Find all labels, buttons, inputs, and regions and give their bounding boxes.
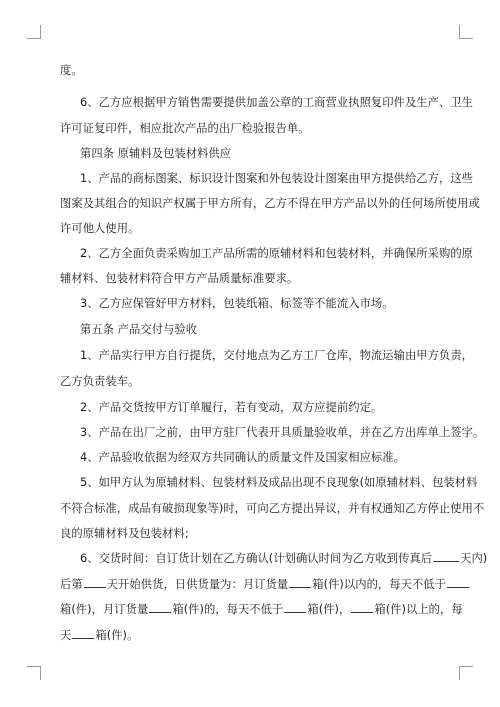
text-run: 天内) bbox=[460, 552, 488, 565]
section-heading: 第四条 原辅料及包装材料供应 bbox=[80, 147, 232, 160]
paragraph-line: 度。 bbox=[60, 64, 83, 77]
paragraph-line bbox=[60, 603, 463, 617]
paragraph-line: 乙方负责装车。 bbox=[60, 375, 140, 388]
paragraph-line: 6、乙方应根据甲方销售需要提供加盖公章的工商营业执照复印件及生产、卫生 bbox=[80, 96, 474, 109]
fill-in-blank bbox=[149, 611, 171, 613]
text-run: 天 bbox=[60, 629, 72, 642]
text-run: 箱(件)， bbox=[307, 603, 351, 616]
text-run: 箱(件)。 bbox=[95, 629, 139, 642]
fill-in-blank bbox=[289, 586, 311, 588]
paragraph-line: 3、产品在出厂之前，由甲方驻厂代表开具质量验收单，并在乙方出库单上签字。 bbox=[80, 426, 485, 439]
paragraph-line bbox=[80, 552, 487, 566]
fill-in-blank bbox=[72, 637, 94, 639]
paragraph-line bbox=[60, 578, 470, 592]
paragraph-line: 1、产品的商标图案、标识设计图案和外包装设计图案由甲方提供给乙方，这些 bbox=[80, 172, 474, 185]
section-heading: 第五条 产品交付与验收 bbox=[80, 323, 198, 336]
fill-in-blank bbox=[433, 560, 459, 562]
paragraph-line: 许可他人使用。 bbox=[60, 222, 140, 235]
paragraph-line: 5、如甲方认为原辅材料、包装材料及成品出现不良现象(如原辅材料、包装材料 bbox=[80, 476, 478, 489]
fill-in-blank bbox=[284, 611, 306, 613]
paragraph-line bbox=[60, 629, 138, 643]
paragraph-line: 图案及其组合的知识产权属于甲方所有，乙方不得在甲方产品以外的任何场所使用或 bbox=[60, 197, 480, 210]
text-run: 后第 bbox=[60, 578, 83, 591]
text-run: 箱(件)以上的，每 bbox=[374, 603, 463, 616]
paragraph-line: 辅材料、包装材料符合甲方产品质量标准要求。 bbox=[60, 272, 299, 285]
text-run: 箱(件)，月订货量 bbox=[60, 603, 149, 616]
fill-in-blank bbox=[351, 611, 373, 613]
paragraph-line: 不符合标准，成品有破损现象等)时，可向乙方提出异议，并有权通知乙方停止使用不 bbox=[60, 502, 485, 515]
paragraph-line: 2、产品交货按甲方订单履行，若有变动，双方应提前约定。 bbox=[80, 401, 383, 414]
paragraph-line: 许可证复印件，相应批次产品的出厂检验报告单。 bbox=[60, 122, 310, 135]
text-run: 箱(件)的，每天不低于 bbox=[172, 603, 284, 616]
paragraph-line: 3、乙方应保管好甲方材料，包装纸箱、标签等不能流入市场。 bbox=[80, 297, 394, 310]
fill-in-blank bbox=[447, 586, 469, 588]
fill-in-blank bbox=[84, 586, 106, 588]
text-run: 箱(件)以内的，每天不低于 bbox=[312, 578, 446, 591]
paragraph-line: 良的原辅材料及包装材料; bbox=[60, 527, 189, 540]
text-run: 天开始供货，日供货量为：月订货量 bbox=[106, 578, 289, 591]
paragraph-line: 4、产品验收依据为经双方共同确认的质量文件及国家相应标准。 bbox=[80, 451, 405, 464]
paragraph-line: 2、乙方全面负责采购加工产品所需的原辅材料和包装材料，并确保所采购的原 bbox=[80, 247, 474, 260]
text-run: 6、交货时间：自订货计划在乙方确认(计划确认时间为乙方收到传真后 bbox=[80, 552, 433, 565]
paragraph-line: 1、产品实行甲方自行提货，交付地点为乙方工厂仓库，物流运输由甲方负责， bbox=[80, 349, 474, 362]
